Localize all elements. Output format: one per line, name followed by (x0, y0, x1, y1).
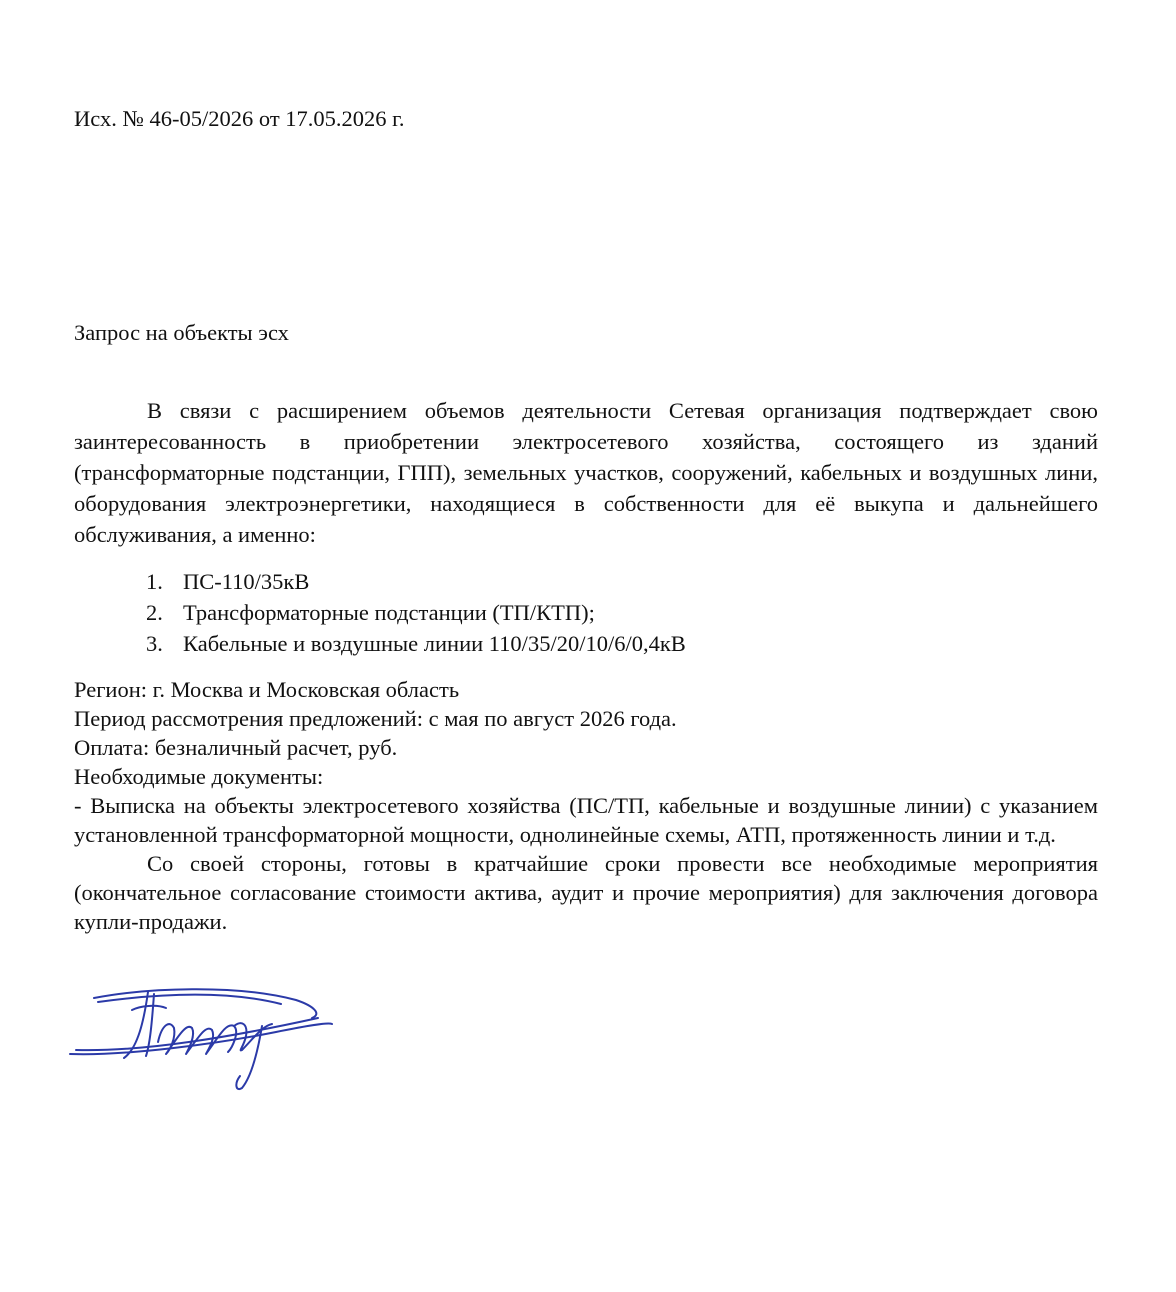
list-item-text: ПС-110/35кВ (183, 569, 310, 594)
closing-paragraph: Со своей стороны, готовы в кратчайшие сроки провести все необходимые мероприятия (окончательное согласование стоимости актива, аудит и прочие мероприятия) для заключения договора купли-продажи. (74, 851, 1098, 934)
docs-item: - Выписка на объекты электросетевого хозяйства (ПС/ТП, кабельные и воздушные линии) с указанием установленной трансформаторной мощности, однолинейные схемы, АТП, протяженность линии и т.д. (74, 793, 1098, 847)
intro-paragraph: В связи с расширением объемов деятельности Сетевая организация подтверждает свою заинтересованность в приобретении электросетевого хозяйства, состоящего из зданий (трансформаторные подстанции, ГПП), земельных участков, сооружений, кабельных и воздушных лини, оборудования электроэнергетики, находящиеся в собственности для её выкупа и дальнейшего обслуживания, а именно: (74, 398, 1098, 547)
list-item (146, 628, 686, 659)
objects-list (146, 566, 686, 659)
period-line: Период рассмотрения предложений: с мая по август 2026 года. (74, 706, 677, 731)
region-line: Регион: г. Москва и Московская область (74, 677, 460, 702)
list-item-text: Трансформаторные подстанции (ТП/КТП); (183, 600, 595, 625)
list-item (146, 597, 686, 628)
list-item-number: 1. (146, 569, 163, 594)
list-item-number: 2. (146, 600, 163, 625)
docs-heading: Необходимые документы: (74, 764, 324, 789)
letter-subject: Запрос на объекты эсх (74, 320, 289, 345)
list-item-number: 3. (146, 631, 163, 656)
outgoing-reference: Исх. № 46-05/2026 от 17.05.2026 г. (74, 106, 405, 131)
payment-line: Оплата: безналичный расчет, руб. (74, 735, 398, 760)
list-item-text: Кабельные и воздушные линии 110/35/20/10/6/0,4кВ (183, 631, 686, 656)
request-details (74, 675, 1098, 936)
list-item (146, 566, 686, 597)
handwritten-signature (66, 980, 336, 1100)
